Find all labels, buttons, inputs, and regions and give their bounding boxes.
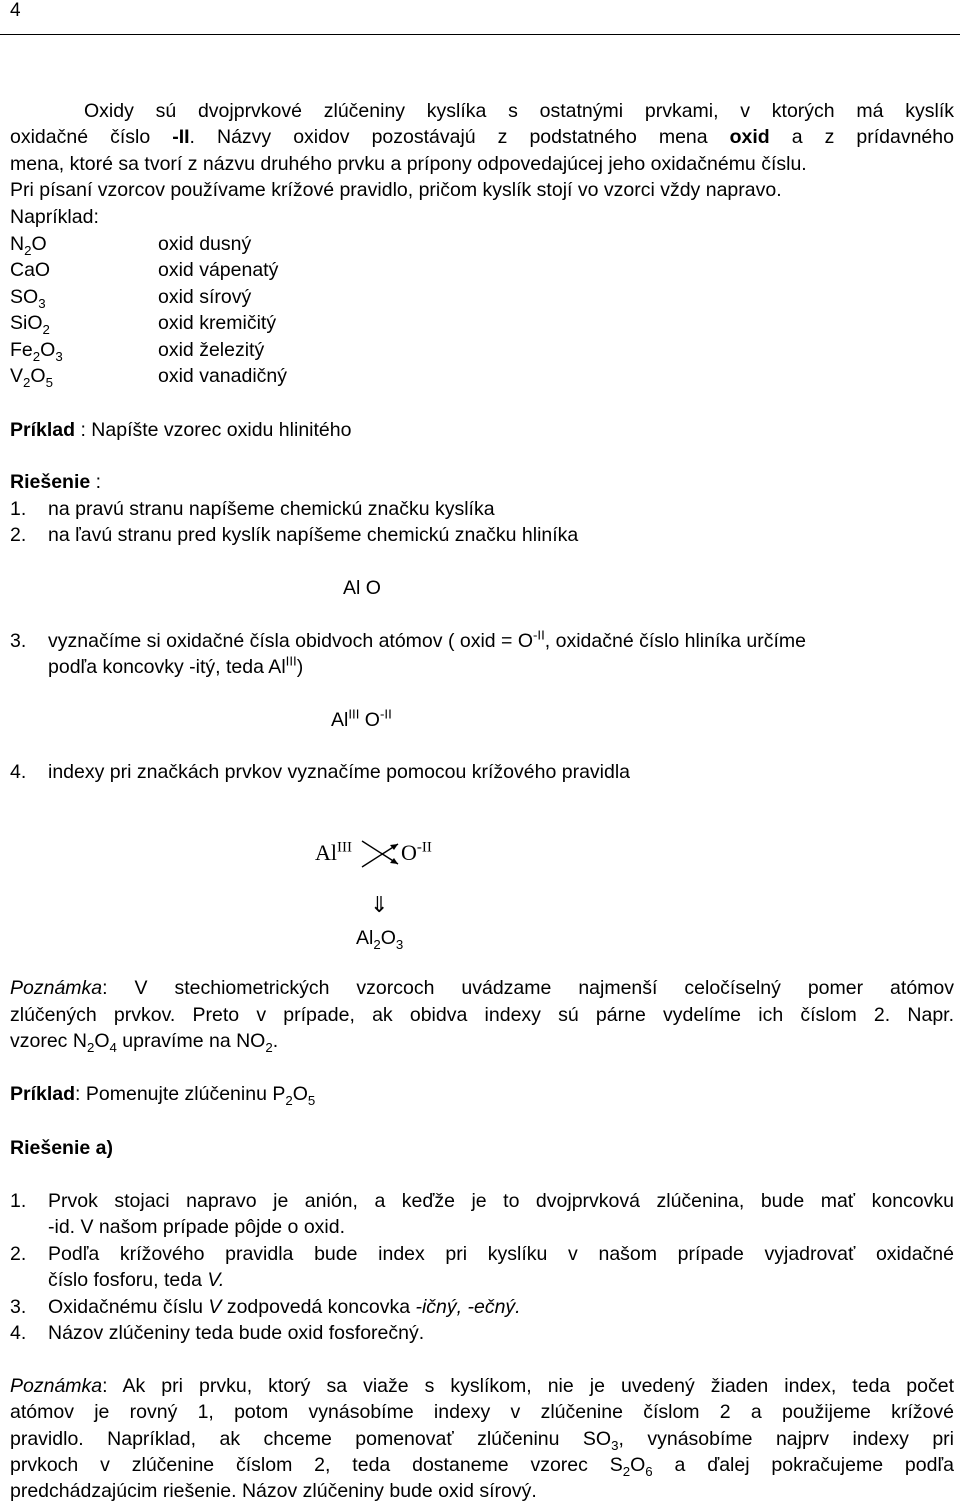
formula-fe2o3: $Fe_2O_3$	[10, 339, 63, 364]
solution-1-step-3: 3.	[10, 630, 27, 652]
solution-2-step-1-line-2: -id. V našom prípade pôjde o oxid.	[48, 1216, 346, 1238]
solution-2-step-1-line-1: Prvok stojaci napravo je anión, a keďže je to dvojprvková zlúčenina, bude mať koncovku	[48, 1190, 954, 1212]
solution-2-step-1: 1.	[10, 1190, 27, 1212]
note-2-line-5: predchádzajúcim riešenie. Názov zlúčeniny bude oxid sírový.	[10, 1480, 537, 1502]
example-1: Príklad : Napíšte vzorec oxidu hlinitého	[10, 419, 352, 441]
solution-2-step-2: 2.	[10, 1243, 27, 1265]
note-2-line-1: Poznámka: Ak pri prvku, ktorý sa viaže s kyslíkom, nie je uvedený žiaden index, teda počet	[10, 1375, 954, 1397]
formula-al-o: Al O	[343, 577, 381, 599]
note-1-line-1: Poznámka: V stechiometrických vzorcoch uvádzame najmenší celočíselný pomer atómov	[10, 977, 954, 999]
solution-1-step-2-text: na ľavú stranu pred kyslík napíšeme chemickú značku hliníka	[48, 524, 579, 546]
formula-al2o3: $Al_2O_3$	[356, 927, 404, 952]
note-1-line-3: vzorec $N_2O_4$ upravíme na $NO_2$.	[10, 1030, 279, 1055]
solution-2-heading: Riešenie a)	[10, 1137, 113, 1159]
solution-2-step-3-text: Oxidačnému číslu V zodpovedá koncovka -ičný, -ečný.	[48, 1296, 521, 1318]
solution-2-step-2-line-1: Podľa krížového pravidla bude index pri kyslíku v našom prípade vyjadrovať oxidačné	[48, 1243, 954, 1265]
oxide-name: oxid dusný	[158, 233, 252, 255]
solution-1-heading: Riešenie :	[10, 471, 102, 493]
solution-2-step-4: 4.	[10, 1322, 27, 1344]
solution-2-step-2-line-2: číslo fosforu, teda V.	[48, 1269, 225, 1291]
header-rule	[0, 34, 960, 35]
oxide-name: oxid vanadičný	[158, 365, 287, 387]
down-arrow-icon: ⇓	[370, 892, 389, 917]
note-2-line-2: atómov je rovný 1, potom vynásobíme indexy v zlúčenine číslom 2 a použijeme krížové	[10, 1401, 954, 1423]
solution-1-step-3-line-1: vyznačíme si oxidačné čísla obidvoch atómov ( oxid = $O^{-II}$, oxidačné číslo hliníka určíme	[48, 627, 806, 652]
solution-1-step-2: 2.	[10, 524, 27, 546]
formula-v2o5: $V_2O_5$	[10, 365, 53, 390]
note-1-line-2: zlúčených prvkov. Preto v prípade, ak obidva indexy sú párne vydelíme ich číslom 2. Napr.	[10, 1004, 954, 1026]
cross-rule-arrows	[360, 838, 404, 870]
note-2-line-4: prvkoch v zlúčenine číslom 2, teda dostaneme vzorec $S_2O_6$ a ďalej pokračujeme podľa	[10, 1454, 954, 1479]
solution-2-step-4-text: Názov zlúčeniny teda bude oxid fosforečný.	[48, 1322, 425, 1344]
intro-line-5: Napríklad:	[10, 206, 99, 228]
page-number: 4	[10, 0, 21, 21]
solution-1-step-4: 4.	[10, 761, 27, 783]
intro-line-2: oxidačné číslo -II. Názvy oxidov pozostávajú z podstatného mena oxid a z prídavného	[10, 126, 954, 148]
oxide-name: oxid kremičitý	[158, 312, 277, 334]
formula-so3: $SO_3$	[10, 286, 46, 311]
solution-1-step-1-text: na pravú stranu napíšeme chemickú značku kyslíka	[48, 498, 495, 520]
solution-1-step-3-line-2: podľa koncovky -itý, teda $Al^{III}$)	[48, 653, 304, 678]
solution-1-step-1: 1.	[10, 498, 27, 520]
formula-sio2: SiO$_2$	[10, 312, 50, 337]
intro-line-4: Pri písaní vzorcov používame krížové pravidlo, pričom kyslík stojí vo vzorci vždy napravo.	[10, 179, 782, 201]
oxide-name: oxid železitý	[158, 339, 265, 361]
intro-line-3: mena, ktoré sa tvorí z názvu druhého prvku a prípony odpovedajúcej jeho oxidačnému číslu.	[10, 153, 807, 175]
formula-n2o: $N_2O$	[10, 233, 47, 258]
oxide-name: oxid sírový	[158, 286, 252, 308]
intro-line-1: Oxidy sú dvojprvkové zlúčeniny kyslíka s ostatnými prvkami, v ktorých má kyslík	[84, 100, 954, 122]
formula-cao: CaO	[10, 259, 51, 281]
example-2: Príklad: Pomenujte zlúčeninu $P_2O_5$	[10, 1083, 316, 1108]
oxide-name: oxid vápenatý	[158, 259, 279, 281]
note-2-line-3: pravidlo. Napríklad, ak chceme pomenovať zlúčeninu $SO_3$, vynásobíme najprv indexy pri	[10, 1428, 954, 1453]
cross-rule-o: $O^{-II}$	[401, 839, 432, 865]
solution-2-step-3: 3.	[10, 1296, 27, 1318]
solution-1-step-4-text: indexy pri značkách prvkov vyznačíme pomocou krížového pravidla	[48, 761, 631, 783]
formula-al3-o2: $Al^{III}$ $O^{-II}$	[331, 706, 392, 731]
cross-rule-al: $Al^{III}$	[315, 839, 352, 865]
